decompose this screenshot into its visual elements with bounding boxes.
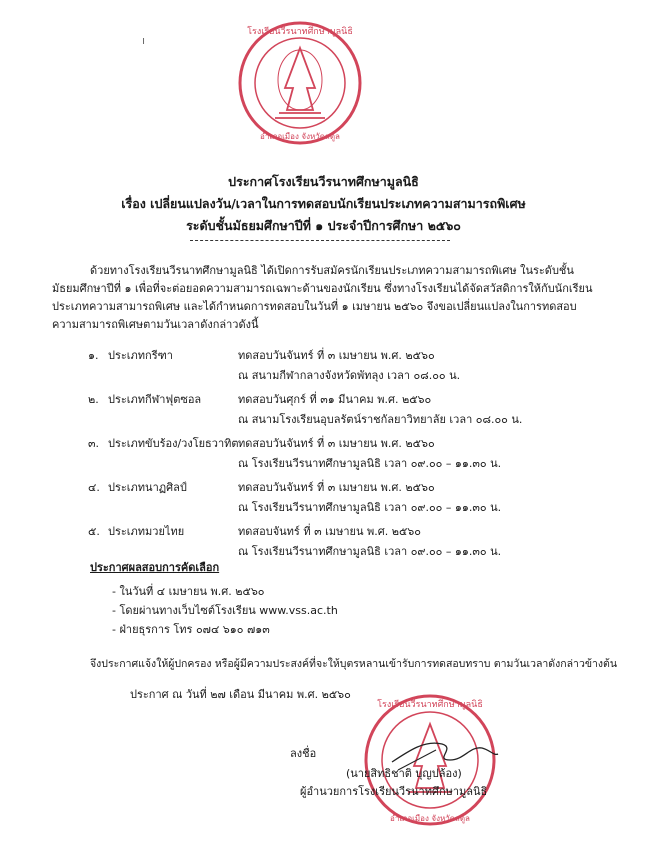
- item-date: ทดสอบวันจันทร์ ที่ ๓ เมษายน พ.ศ. ๒๕๖๐: [238, 349, 435, 362]
- svg-text:โรงเรียนวีรนาทศึกษามูลนิธิ: โรงเรียนวีรนาทศึกษามูลนิธิ: [247, 27, 353, 37]
- item-place: ณ สนามโรงเรียนอุบลรัตน์ราชกัลยาวิทยาลัย เวลา ๐๘.๐๐ น.: [238, 413, 523, 426]
- svg-text:อำเภอเมือง จังหวัดสตูล: อำเภอเมือง จังหวัดสตูล: [390, 814, 470, 823]
- item-number: ๔.: [88, 481, 100, 494]
- svg-text:อำเภอเมือง จังหวัดสตูล: อำเภอเมือง จังหวัดสตูล: [260, 132, 340, 141]
- intro-line: ด้วยทางโรงเรียนวีรนาทศึกษามูลนิธิ ได้เปิดการรับสมัครนักเรียนประเภทความสามารถพิเศษ ในระดับชั้น: [90, 264, 574, 277]
- intro-paragraph: [52, 262, 602, 334]
- item-date: ทดสอบวันศุกร์ ที่ ๓๑ มีนาคม พ.ศ. ๒๕๖๐: [238, 393, 432, 406]
- announcement-subject: เรื่อง เปลี่ยนแปลงวัน/เวลาในการทดสอบนักเรียนประเภทความสามารถพิเศษ: [121, 196, 526, 211]
- intro-line: ประเภทความสามารถพิเศษ และได้กำหนดการทดสอบในวันที่ ๑ เมษายน ๒๕๖๐ จึงขอเปลี่ยนแปลงในการทดสอบ: [52, 300, 577, 313]
- school-seal-top: [235, 18, 365, 148]
- item-date: ทดสอบวันจันทร์ ที่ ๓ เมษายน พ.ศ. ๒๕๖๐: [238, 437, 435, 450]
- results-line: - โดยผ่านทางเว็บไซต์โรงเรียน www.vss.ac.th: [112, 604, 338, 617]
- item-category: ประเภทกีฬาฟุตซอล: [108, 393, 202, 406]
- intro-line: มัธยมศึกษาปีที่ ๑ เพื่อที่จะต่อยอดความสามารถเฉพาะด้านของนักเรียน ซึ่งทางโรงเรียนได้จัดสวัสดิการให้กับนักเรียน: [52, 282, 593, 295]
- item-place: ณ โรงเรียนวีรนาทศึกษามูลนิธิ เวลา ๐๙.๐๐ – ๑๑.๓๐ น.: [238, 457, 502, 470]
- list-item: [52, 346, 612, 390]
- notice-text: จึงประกาศแจ้งให้ผู้ปกครอง หรือผู้มีความประสงค์ที่จะให้บุตรหลานเข้ารับการทดสอบทราบ ตามวันเวลาดังกล่าวข้างต้น: [90, 658, 618, 670]
- pen-mark: ı: [142, 34, 146, 47]
- item-category: ประเภทนาฏศิลป์: [108, 481, 187, 494]
- item-date: ทดสอบวันจันทร์ ที่ ๓ เมษายน พ.ศ. ๒๕๖๐: [238, 481, 435, 494]
- signatory-position: ผู้อำนวยการโรงเรียนวีรนาทศึกษามูลนิธิ: [300, 785, 488, 798]
- results-heading: ประกาศผลสอบการคัดเลือก: [90, 561, 220, 574]
- item-category: ประเภทมวยไทย: [108, 525, 185, 538]
- item-place: ณ โรงเรียนวีรนาทศึกษามูลนิธิ เวลา ๐๙.๐๐ – ๑๑.๓๐ น.: [238, 545, 502, 558]
- list-item: [52, 434, 612, 478]
- intro-line: ความสามารถพิเศษตามวันเวลาดังกล่าวดังนี้: [52, 318, 259, 331]
- item-place: ณ โรงเรียนวีรนาทศึกษามูลนิธิ เวลา ๐๙.๐๐ – ๑๑.๓๐ น.: [238, 501, 502, 514]
- divider: [190, 240, 450, 241]
- item-number: ๑.: [88, 349, 99, 362]
- test-schedule-list: [52, 346, 612, 566]
- announcement-title: ประกาศโรงเรียนวีรนาทศึกษามูลนิธิ: [228, 174, 419, 189]
- signature-label: ลงชื่อ: [290, 747, 317, 760]
- results-line: - ฝ่ายธุรการ โทร ๐๗๔ ๖๑๐ ๗๑๓: [112, 623, 270, 636]
- item-place: ณ สนามกีฬากลางจังหวัดพัทลุง เวลา ๐๘.๐๐ น.: [238, 369, 461, 382]
- signatory-name: (นายสิทธิชาติ บุญปล้อง): [346, 767, 462, 780]
- item-date: ทดสอบจันทร์ ที่ ๓ เมษายน พ.ศ. ๒๕๖๐: [238, 525, 421, 538]
- item-number: ๒.: [88, 393, 99, 406]
- results-section: [90, 558, 338, 639]
- announcement-level: ระดับชั้นมัธยมศึกษาปีที่ ๑ ประจำปีการศึกษา ๒๕๖๐: [186, 218, 461, 233]
- announcement-date: ประกาศ ณ วันที่ ๒๗ เดือน มีนาคม พ.ศ. ๒๕๖๐: [130, 688, 351, 701]
- list-item: [52, 478, 612, 522]
- list-item: [52, 390, 612, 434]
- svg-text:โรงเรียนวีรนาทศึกษามูลนิธิ: โรงเรียนวีรนาทศึกษามูลนิธิ: [377, 700, 483, 710]
- item-category: ประเภทขับร้อง/วงโยธวาทิต: [108, 437, 239, 450]
- item-number: ๓.: [88, 437, 100, 450]
- item-category: ประเภทกรีฑา: [108, 349, 173, 362]
- results-line: - ในวันที่ ๔ เมษายน พ.ศ. ๒๕๖๐: [112, 585, 265, 598]
- item-number: ๕.: [88, 525, 100, 538]
